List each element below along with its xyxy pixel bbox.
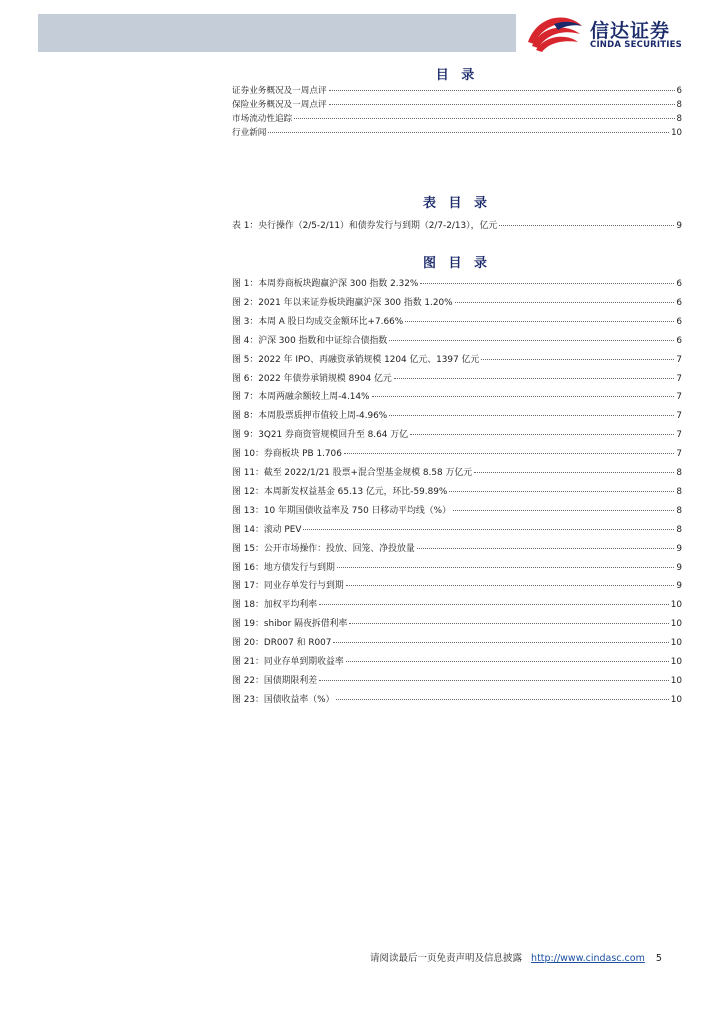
figures-entry-page: 6 [676, 279, 682, 289]
figures-entry[interactable] [232, 276, 682, 289]
figures-entry-page: 7 [676, 373, 682, 384]
toc-entry-title: 行业新闻 [232, 128, 267, 138]
dot-leader [372, 395, 675, 397]
figures-entry-page: 6 [676, 316, 682, 327]
dot-leader [449, 490, 674, 492]
figures-entry-title: 图 10：券商板块 PB 1.706 [232, 449, 342, 460]
figures-entry-title: 图 5：2022 年 IPO、再融资承销规模 1204 亿元、1397 亿元 [232, 354, 480, 365]
figures-entry-title: 图 18：加权平均利率 [232, 600, 318, 611]
figures-entry-title: 图 8：本周股票质押市值较上周-4.96% [232, 411, 388, 422]
header-band [38, 14, 516, 52]
dot-leader [410, 433, 674, 435]
dot-leader [337, 566, 674, 568]
toc-entry[interactable] [232, 84, 682, 96]
figures-entry-title: 图 16：地方债发行与到期 [232, 562, 335, 573]
figures-entry-page: 8 [676, 486, 682, 497]
figures-entry-page: 8 [676, 505, 682, 516]
figures-entry[interactable] [232, 446, 682, 459]
footer-website-link[interactable]: http://www.cindasc.com [531, 953, 645, 964]
figures-entry-title: 图 14：滚动 PEV [232, 524, 302, 535]
figures-entry[interactable] [232, 654, 682, 667]
figures-entry-page: 10 [670, 675, 682, 686]
figures-entry-page: 7 [676, 411, 682, 422]
dot-leader [329, 89, 675, 91]
figures-entry-title: 图 13：10 年期国债收益率及 750 日移动平均线（%） [232, 505, 451, 516]
figures-entry[interactable] [232, 560, 682, 573]
dot-leader [389, 339, 674, 341]
toc-entry[interactable] [232, 126, 682, 138]
figures-entry[interactable] [232, 635, 682, 648]
figures-entry-title: 图 4：沪深 300 指数和中证综合债指数 [232, 335, 388, 346]
footer-disclaimer: 请阅读最后一页免责声明及信息披露 [370, 953, 523, 964]
figures-entry[interactable] [232, 616, 682, 629]
figures-entry-page: 6 [676, 297, 682, 308]
figures-entry-title: 图 23：国债收益率（%） [232, 694, 335, 705]
dot-leader [455, 301, 675, 303]
figures-entry-page: 6 [676, 335, 682, 346]
tables-title: 表 目 录 [422, 196, 492, 211]
figures-entry-page: 7 [676, 430, 682, 441]
logo-english-name: CINDA SECURITIES [590, 40, 682, 50]
figures-entry[interactable] [232, 484, 682, 497]
dot-leader [294, 117, 674, 119]
figures-entry-title: 图 7：本周两融余额较上周-4.14% [232, 392, 370, 403]
figures-entry-page: 9 [676, 562, 682, 573]
figures-entry[interactable] [232, 333, 682, 346]
figures-entry-title: 图 19：shibor 隔夜拆借利率 [232, 619, 348, 630]
figures-entry[interactable] [232, 503, 682, 516]
dot-leader [405, 320, 674, 322]
toc-entry-title: 市场流动性追踪 [232, 114, 293, 124]
figures-entry-page: 8 [676, 524, 682, 535]
toc-entry-page: 8 [676, 100, 682, 110]
toc-entry[interactable] [232, 112, 682, 124]
figures-entry[interactable] [232, 597, 682, 610]
tables-entry-page: 9 [676, 221, 682, 231]
figures-entry[interactable] [232, 541, 682, 554]
dot-leader [319, 603, 669, 605]
figures-entry[interactable] [232, 352, 682, 365]
figures-entry-page: 10 [670, 600, 682, 611]
figures-entry[interactable] [232, 465, 682, 478]
figures-entry-title: 图 9：3Q21 券商资管规模回升至 8.64 万亿 [232, 430, 408, 441]
dot-leader [481, 358, 674, 360]
cinda-logo [524, 12, 704, 56]
dot-leader [474, 471, 674, 473]
dot-leader [420, 282, 674, 284]
figures-entry[interactable] [232, 578, 682, 591]
tables-entry[interactable] [232, 218, 682, 231]
footer-page-number: 5 [655, 953, 662, 964]
figures-entry-title: 图 21：同业存单到期收益率 [232, 657, 344, 667]
figures-entry-title: 图 3：本周 A 股日均成交金额环比+7.66% [232, 316, 404, 327]
figures-entry[interactable] [232, 522, 682, 535]
figures-title: 图 目 录 [422, 256, 492, 271]
figures-entry[interactable] [232, 314, 682, 327]
cinda-logo-icon [524, 12, 586, 56]
dot-leader [303, 528, 674, 530]
figures-entry-title: 图 17：同业存单发行与到期 [232, 581, 344, 592]
dot-leader [453, 509, 674, 511]
toc-entry-title: 保险业务概况及一周点评 [232, 100, 327, 110]
toc-entry[interactable] [232, 98, 682, 110]
figures-entry-title: 图 2：2021 年以来证券板块跑赢沪深 300 指数 1.20% [232, 297, 453, 308]
dot-leader [346, 584, 675, 586]
figures-entry-page: 9 [676, 581, 682, 592]
figures-entry-title: 图 11：截至 2022/1/21 股票+混合型基金规模 8.58 万亿元 [232, 468, 473, 478]
dot-leader [499, 224, 674, 226]
dot-leader [349, 622, 668, 624]
dot-leader [329, 103, 675, 105]
figures-entry[interactable] [232, 295, 682, 308]
figures-entry-page: 10 [670, 657, 682, 667]
figures-entry-title: 图 22：国债期限利差 [232, 675, 318, 686]
dot-leader [333, 641, 668, 643]
toc-entry-page: 8 [676, 114, 682, 124]
dot-leader [336, 698, 668, 700]
dot-leader [389, 414, 674, 416]
toc-entry-title: 证券业务概况及一周点评 [232, 86, 327, 96]
footer [370, 950, 662, 964]
toc-entry-page: 6 [676, 86, 682, 96]
figures-entry[interactable] [232, 427, 682, 440]
figures-entry-page: 7 [676, 449, 682, 460]
figures-entry[interactable] [232, 371, 682, 384]
figures-entry-page: 10 [670, 619, 682, 630]
toc-title: 目 录 [435, 68, 479, 83]
figures-entry-page: 10 [670, 694, 682, 705]
tables-entry-title: 表 1：央行操作（2/5-2/11）和债券发行与到期（2/7-2/13），亿元 [232, 221, 498, 231]
dot-leader [394, 377, 675, 379]
dot-leader [344, 452, 674, 454]
figures-entry-page: 9 [676, 543, 682, 554]
logo-chinese-name: 信达证券 [590, 20, 671, 42]
toc-entry-page: 10 [671, 128, 682, 138]
figures-entry-title: 图 12：本周新发权益基金 65.13 亿元，环比-59.89% [232, 486, 448, 497]
figures-entry[interactable] [232, 408, 682, 421]
dot-leader [417, 547, 675, 549]
figures-entry-page: 10 [670, 638, 682, 649]
figures-entry-title: 图 15：公开市场操作：投放、回笼、净投放量 [232, 543, 415, 554]
dot-leader [319, 679, 669, 681]
figures-entry-title: 图 20：DR007 和 R007 [232, 638, 332, 649]
figures-entry[interactable] [232, 692, 682, 705]
figures-entry-page: 8 [676, 468, 682, 478]
figures-entry-title: 图 1：本周券商板块跑赢沪深 300 指数 2.32% [232, 279, 419, 289]
figures-entry-page: 7 [676, 354, 682, 365]
figures-entry-page: 7 [676, 392, 682, 403]
dot-leader [346, 660, 669, 662]
dot-leader [268, 131, 669, 133]
figures-entry[interactable] [232, 673, 682, 686]
figures-entry[interactable] [232, 389, 682, 402]
figures-entry-title: 图 6：2022 年债券承销规模 8904 亿元 [232, 373, 392, 384]
